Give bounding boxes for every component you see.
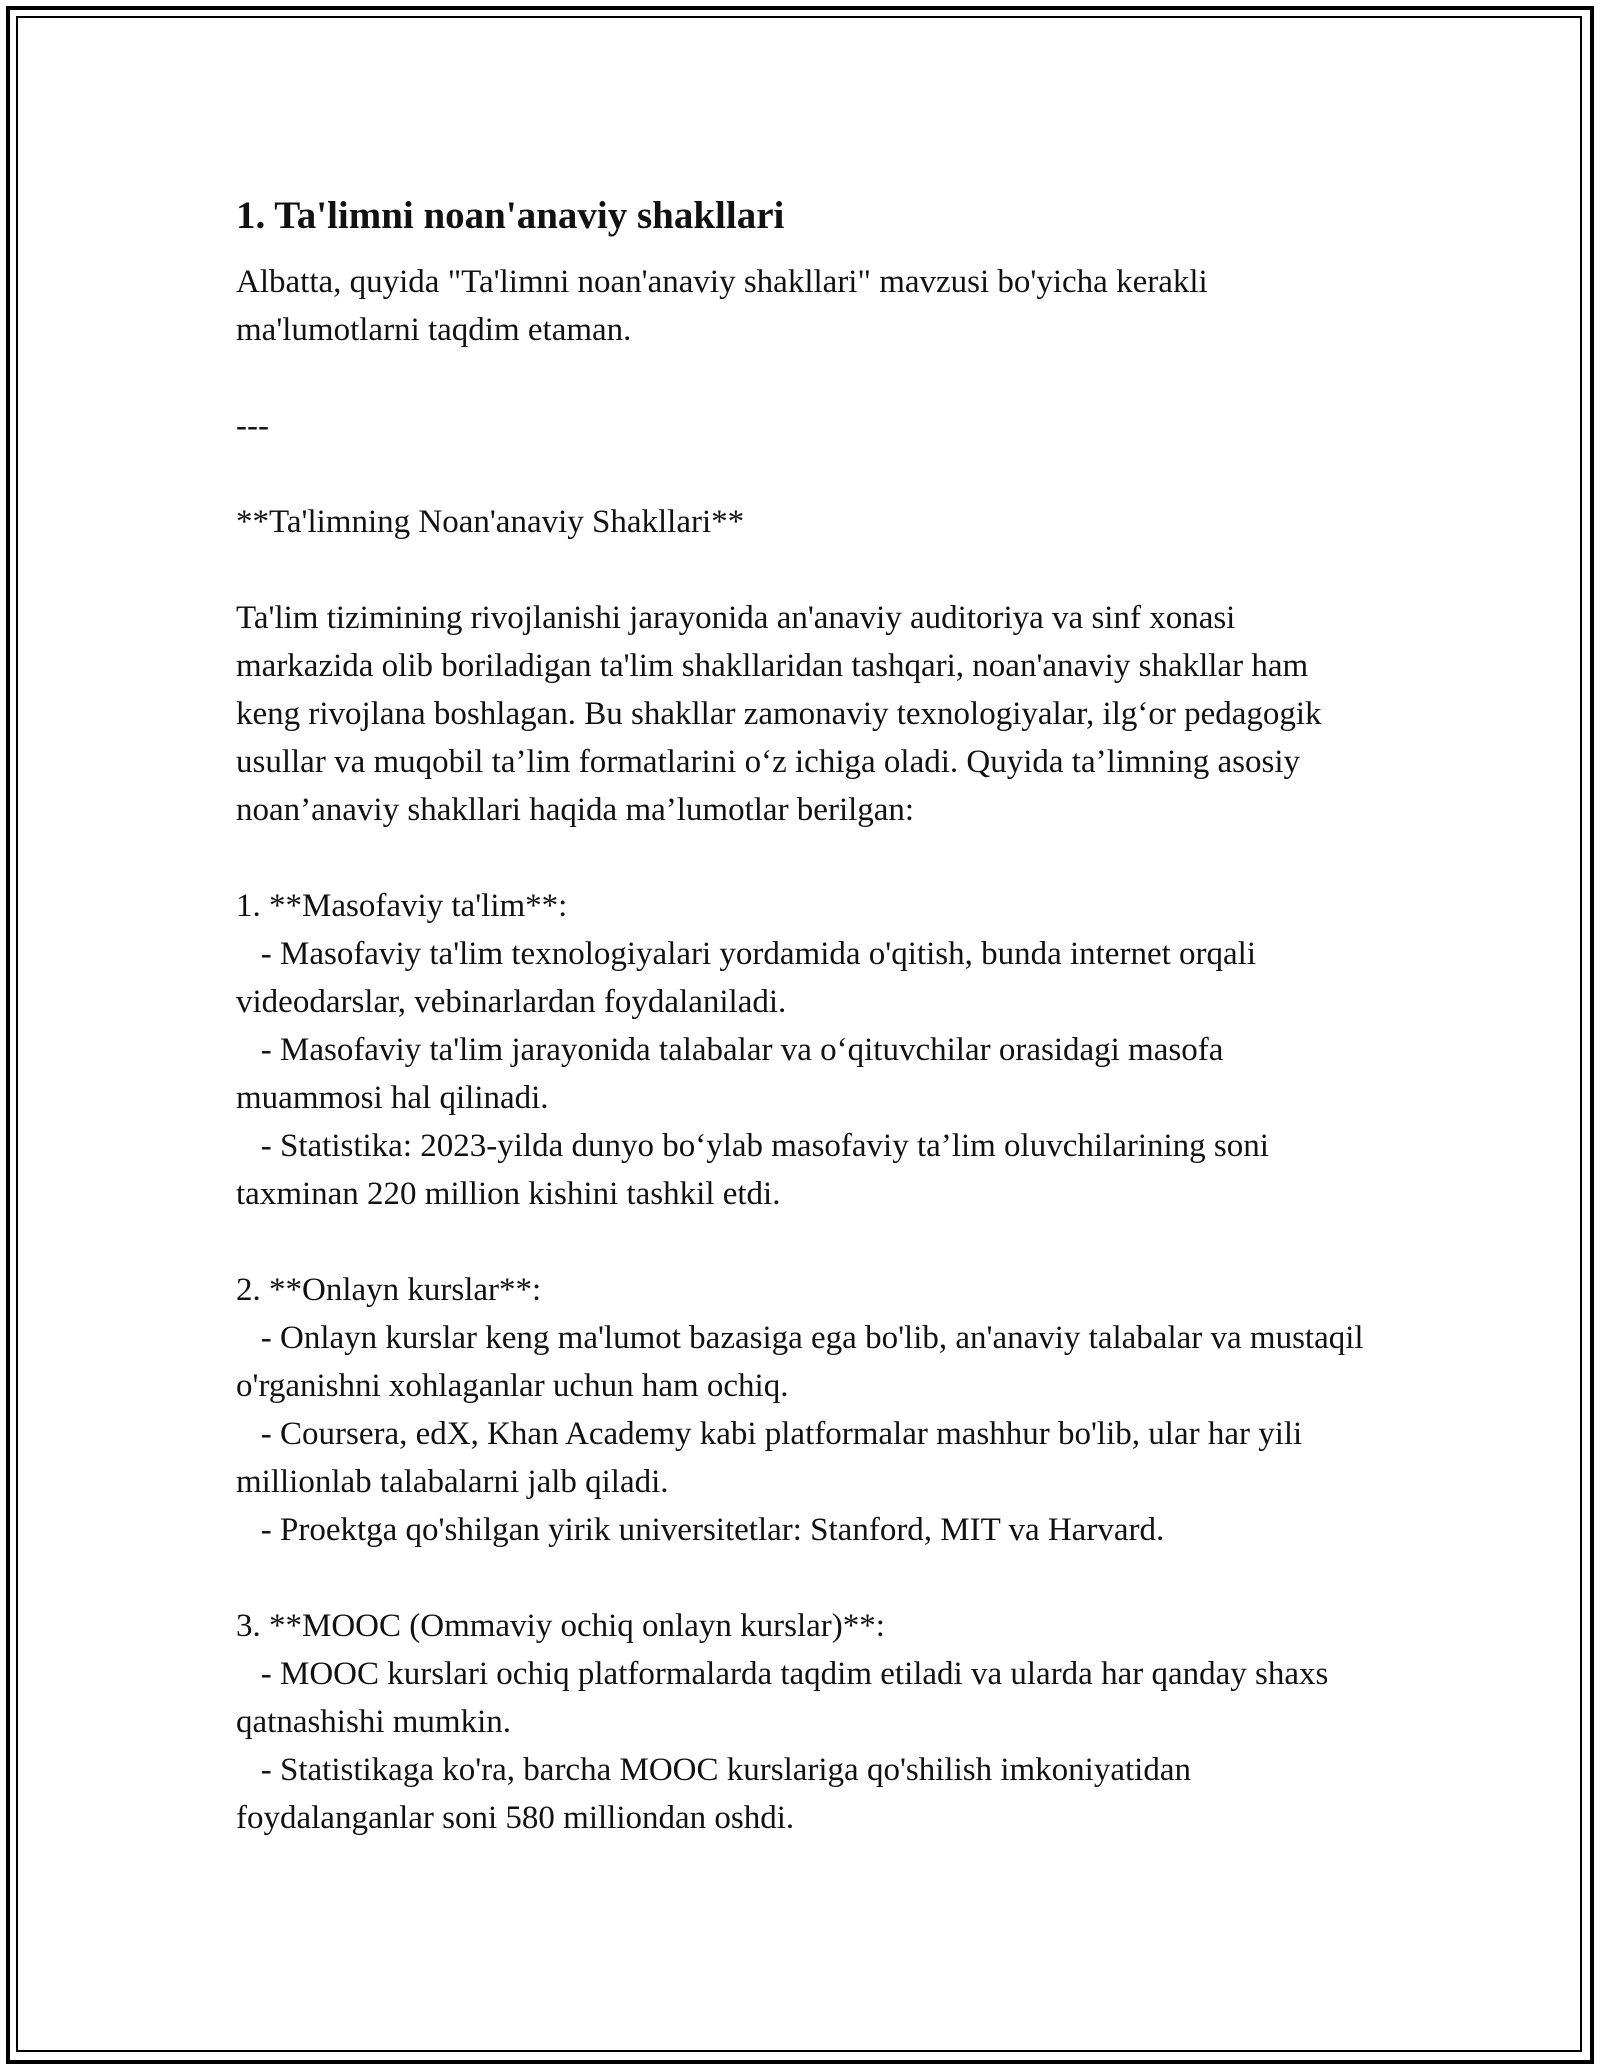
document-body (236, 188, 1376, 1842)
section (236, 1602, 1376, 1842)
document-heading: 1. Ta'limni noan'anaviy shakllari (236, 194, 785, 237)
section-bullet: - MOOC kurslari ochiq platformalarda taqdim etiladi va ularda har qanday shaxs qatnashishi mumkin. (236, 1656, 1337, 1740)
separator-line: --- (236, 408, 269, 444)
section-title: 2. **Onlayn kurslar**: (236, 1272, 542, 1308)
section (236, 1266, 1376, 1554)
section-bullet: - Statistikaga ko'ra, barcha MOOC kurslariga qo'shilish imkoniyatidan foydalanganlar soni 580 milliondan oshdi. (236, 1752, 1200, 1836)
blank-line (236, 834, 1376, 882)
section (236, 882, 1376, 1218)
blank-line (236, 1218, 1376, 1266)
section-bullet: - Statistika: 2023-yilda dunyo bo‘ylab masofaviy ta’lim oluvchilarining soni taxminan 220 million kishini tashkil etdi. (236, 1128, 1278, 1212)
section-bullet: - Proektga qo'shilgan yirik universitetlar: Stanford, MIT va Harvard. (236, 1512, 1165, 1548)
blank-line (236, 450, 1376, 498)
blank-line (236, 546, 1376, 594)
subtitle-line: **Ta'limning Noan'anaviy Shakllari** (236, 504, 745, 540)
section-title: 1. **Masofaviy ta'lim**: (236, 888, 568, 924)
section-bullet: - Coursera, edX, Khan Academy kabi platformalar mashhur bo'lib, ular har yili millionlab talabalarni jalb qiladi. (236, 1416, 1311, 1500)
blank-line (236, 1554, 1376, 1602)
section-bullet: - Masofaviy ta'lim texnologiyalari yordamida o'qitish, bunda internet orqali videodarslar, vebinarlardan foydalaniladi. (236, 936, 1265, 1020)
body-paragraph: Ta'lim tizimining rivojlanishi jarayonida an'anaviy auditoriya va sinf xonasi markazida olib boriladigan ta'lim shakllaridan tashqari, noan'anaviy shakllar ham keng rivojlana boshlagan. Bu shakllar zamonaviy texnologiyalar, ilg‘or pedagogik usullar va muqobil ta’lim formatlarini o‘z ichiga oladi. Quyida ta’limning asosiy noan’anaviy shakllari haqida ma’lumotlar berilgan: (236, 600, 1330, 828)
intro-paragraph: Albatta, quyida "Ta'limni noan'anaviy shakllari" mavzusi bo'yicha kerakli ma'lumotlarni taqdim etaman. (236, 264, 1216, 348)
section-title: 3. **MOOC (Ommaviy ochiq onlayn kurslar)**: (236, 1608, 885, 1644)
section-bullet: - Onlayn kurslar keng ma'lumot bazasiga ega bo'lib, an'anaviy talabalar va mustaqil o'rganishni xohlaganlar uchun ham ochiq. (236, 1320, 1372, 1404)
blank-line (236, 354, 1376, 402)
section-bullet: - Masofaviy ta'lim jarayonida talabalar va o‘qituvchilar orasidagi masofa muammosi hal qilinadi. (236, 1032, 1232, 1116)
